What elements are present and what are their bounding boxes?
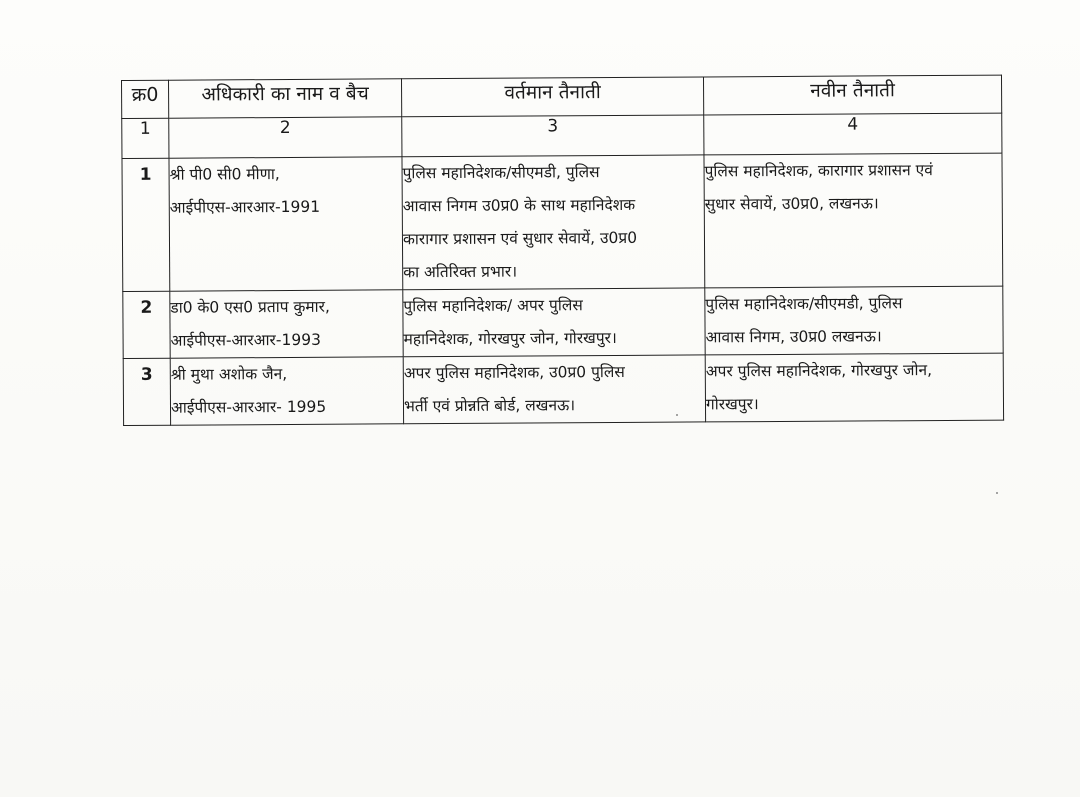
officer-cell — [170, 357, 403, 425]
header-current-posting: वर्तमान तैनाती — [401, 77, 703, 117]
paper-speck — [996, 492, 998, 494]
column-number: 2 — [169, 117, 402, 158]
header-officer-name-batch: अधिकारी का नाम व बैच — [169, 79, 402, 118]
table-header-row — [122, 75, 1002, 118]
text-line: भर्ती एवं प्रोन्नति बोर्ड, लखनऊ। — [403, 396, 576, 416]
text-line: महानिदेशक, गोरखपुर जोन, गोरखपुर। — [403, 328, 617, 349]
officer-cell — [169, 157, 403, 291]
paper-speck — [676, 414, 678, 416]
current-posting-cell — [402, 155, 705, 290]
table-row — [123, 286, 1003, 358]
officer-batch: आईपीएस-आरआर- 1995 — [170, 397, 327, 417]
officer-batch: आईपीएस-आरआर-1991 — [169, 197, 321, 217]
row-serial — [122, 158, 170, 291]
text-line: अपर पुलिस महानिदेशक, उ0प्र0 पुलिस — [403, 362, 625, 383]
posting-table — [121, 75, 1004, 426]
header-serial: क्र0 — [122, 80, 169, 118]
text-line: अपर पुलिस महानिदेशक, गोरखपुर जोन, — [705, 361, 933, 381]
text-line: पुलिस महानिदेशक/ अपर पुलिस — [403, 296, 583, 316]
new-posting-cell — [705, 286, 1003, 355]
row-serial-text: 1 — [139, 164, 152, 185]
row-serial-text: 2 — [140, 297, 153, 318]
row-serial-text: 3 — [140, 364, 153, 385]
officer-name: डा0 के0 एस0 प्रताप कुमार, — [170, 297, 330, 317]
new-posting-cell — [704, 153, 1003, 288]
text-line: कारागार प्रशासन एवं सुधार सेवायें, उ0प्र0 — [402, 228, 638, 249]
column-number-row — [122, 113, 1002, 158]
column-number: 4 — [704, 113, 1002, 155]
column-number: 1 — [122, 118, 169, 158]
text-line: का अतिरिक्त प्रभार। — [403, 262, 518, 282]
officer-cell — [170, 290, 403, 358]
current-posting-cell — [403, 355, 705, 424]
row-serial — [123, 358, 170, 425]
text-line: आवास निगम, उ0प्र0 लखनऊ। — [705, 327, 882, 347]
header-new-posting: नवीन तैनाती — [703, 75, 1001, 115]
text-line: सुधार सेवायें, उ0प्र0, लखनऊ। — [704, 194, 879, 214]
new-posting-cell — [705, 353, 1003, 422]
text-line: आवास निगम उ0प्र0 के साथ महानिदेशक — [402, 195, 636, 216]
officer-batch: आईपीएस-आरआर-1993 — [170, 330, 321, 350]
row-serial — [123, 291, 170, 358]
column-number: 3 — [402, 115, 704, 157]
table-row — [122, 153, 1003, 291]
officer-name: श्री मुथा अशोक जैन, — [170, 364, 288, 384]
text-line: पुलिस महानिदेशक, कारागार प्रशासन एवं — [704, 161, 933, 181]
text-line: पुलिस महानिदेशक/सीएमडी, पुलिस — [402, 163, 600, 183]
table-row — [123, 353, 1003, 425]
text-line: गोरखपुर। — [705, 395, 759, 414]
officer-name: श्री पी0 सी0 मीणा, — [169, 165, 280, 184]
current-posting-cell — [403, 288, 705, 357]
text-line: पुलिस महानिदेशक/सीएमडी, पुलिस — [705, 294, 903, 314]
